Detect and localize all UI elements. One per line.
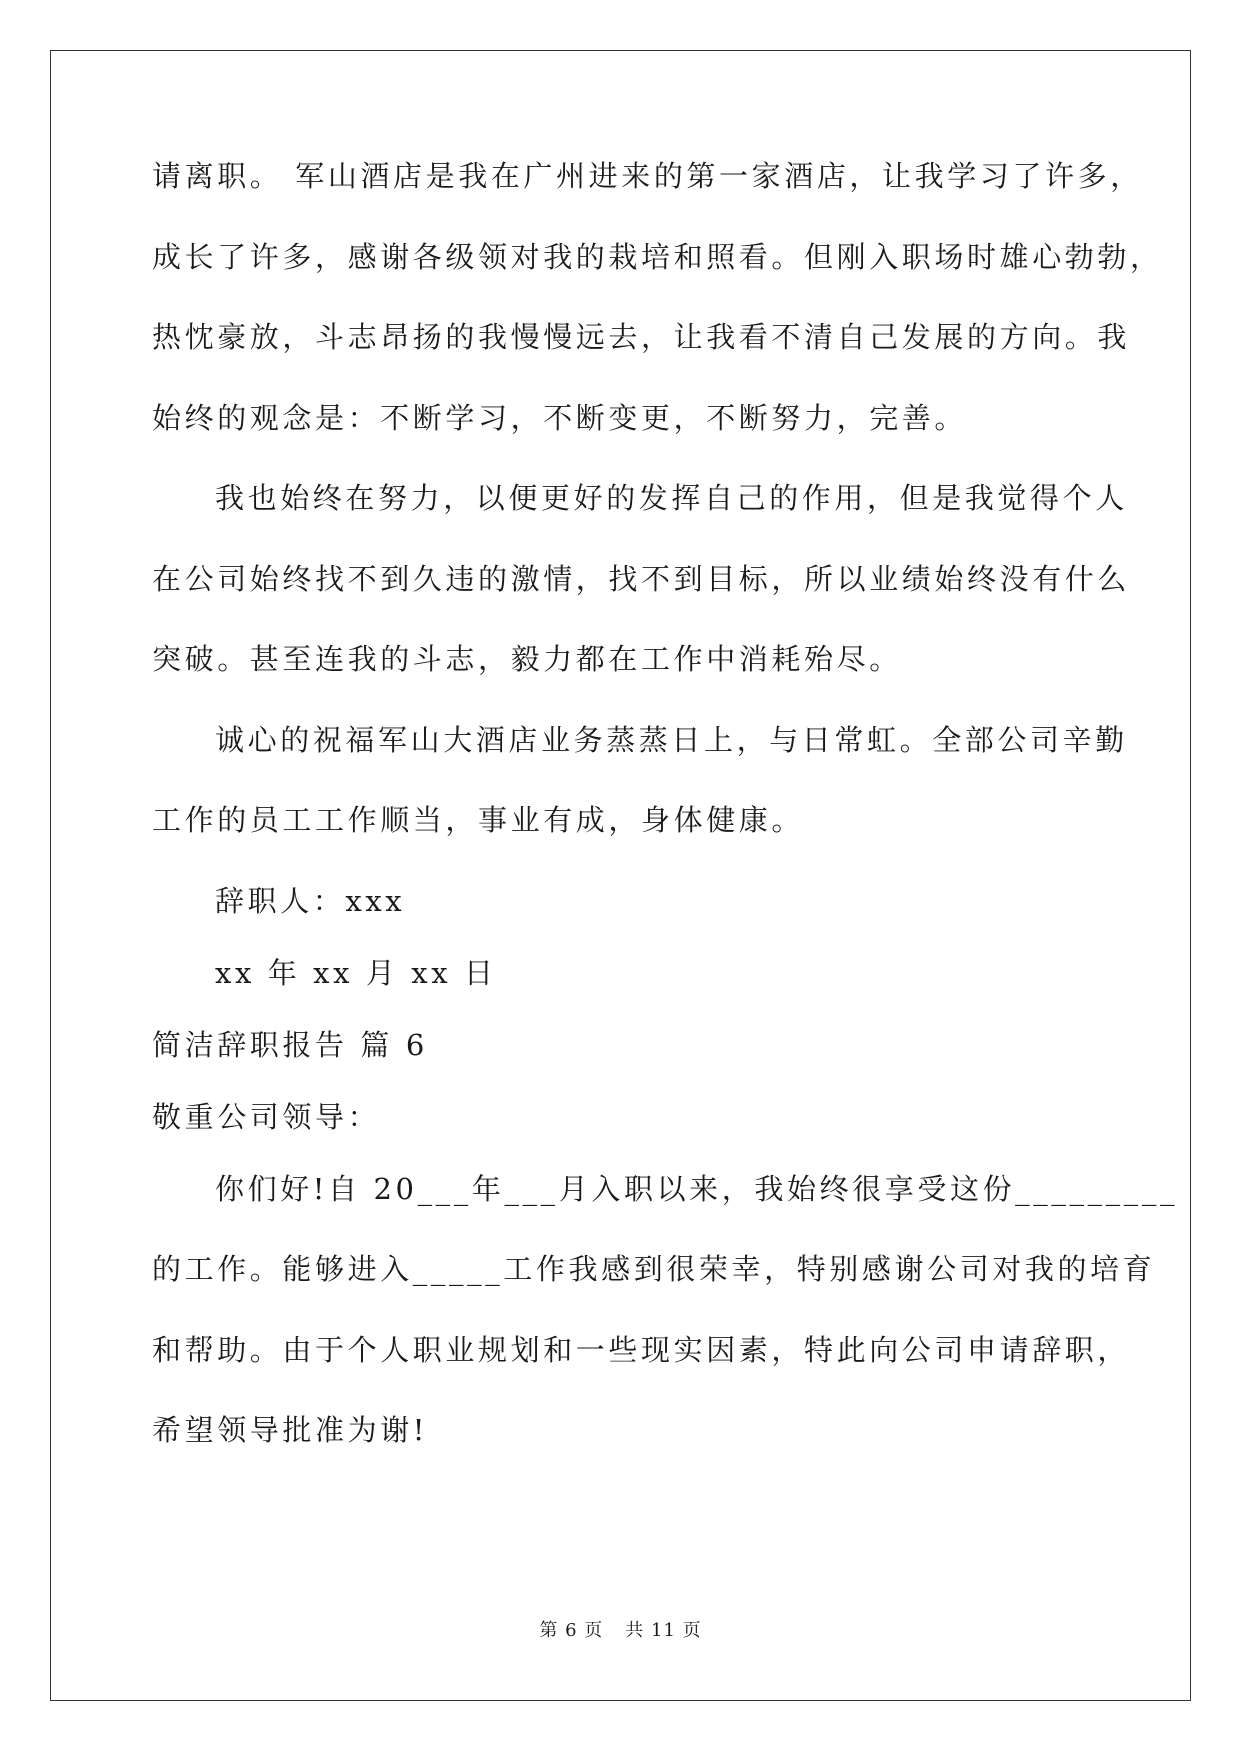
text-line: 始终的观念是：不断学习，不断变更，不断努力，完善。: [152, 400, 968, 435]
text-line: 请离职。 军山酒店是我在广州进来的第一家酒店，让我学习了许多，: [152, 159, 1143, 193]
text-line: 诚心的祝福军山大酒店业务蒸蒸日上，与日常虹。全部公司辛勤: [215, 722, 1128, 757]
text-line: 我也始终在努力，以便更好的发挥自己的作用，但是我觉得个人: [215, 481, 1128, 515]
text-line: 你们好!自 20___年___月入职以来，我始终很享受这份_________: [215, 1171, 1179, 1206]
text-line: 希望领导批准为谢!: [152, 1413, 429, 1447]
document-body: [152, 158, 1179, 1493]
date-line: xx 年 xx 月 xx 日: [215, 955, 497, 990]
salutation: 敬重公司领导：: [152, 1099, 381, 1134]
text-line: 热忱豪放，斗志昂扬的我慢慢远去，让我看不清自己发展的方向。我: [152, 320, 1131, 354]
signature-line: 辞职人：xxx: [215, 883, 406, 918]
text-line: 工作的员工工作顺当，事业有成，身体健康。: [152, 803, 805, 837]
text-line: 在公司始终找不到久违的激情，找不到目标，所以业绩始终没有什么: [152, 561, 1131, 596]
page-total: 共 11 页: [625, 1620, 702, 1641]
section-heading: 简洁辞职报告 篇 6: [152, 1027, 428, 1062]
text-line: 和帮助。由于个人职业规划和一些现实因素，特此向公司申请辞职，: [152, 1332, 1131, 1367]
text-line: 成长了许多，感谢各级领对我的栽培和照看。但刚入职场时雄心勃勃，: [152, 239, 1163, 274]
text-line: 的工作。能够进入_____工作我感到很荣幸，特别感谢公司对我的培育: [152, 1252, 1156, 1286]
page-number: 第 6 页: [539, 1620, 604, 1641]
page-footer: [0, 1616, 1241, 1642]
text-line: 突破。甚至连我的斗志，毅力都在工作中消耗殆尽。: [152, 642, 902, 676]
